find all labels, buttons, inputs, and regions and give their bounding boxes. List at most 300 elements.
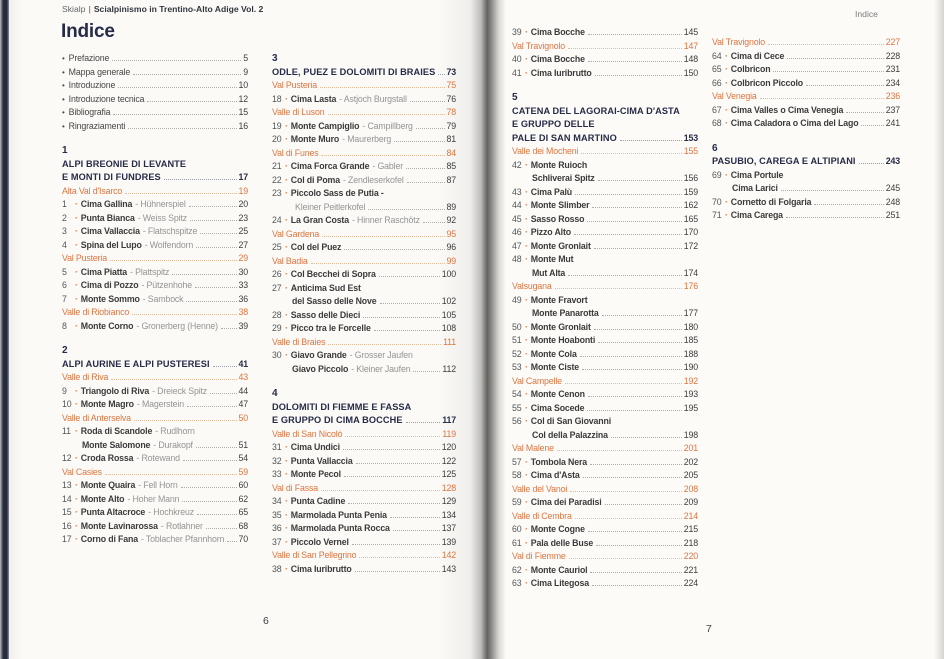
page-number: 43 — [238, 372, 248, 382]
route-bullet-icon: · — [525, 240, 528, 251]
route-number: 46 — [512, 227, 522, 237]
route-name: Punta Bianca — [80, 212, 135, 223]
valley-name: Val Pusteria — [62, 253, 107, 263]
route-name: Roda di Scandole — [80, 426, 153, 436]
route-row — [272, 282, 456, 296]
route-bullet-icon: · — [725, 104, 728, 115]
route-row — [62, 493, 248, 507]
route-bullet-icon: · — [75, 399, 78, 409]
route-bullet-icon: · — [285, 215, 288, 225]
route-name: Monte Sommo — [80, 293, 140, 304]
route-row — [512, 469, 698, 483]
valley-heading-row — [272, 106, 456, 120]
route-row — [272, 309, 456, 323]
valley-heading-row — [512, 550, 698, 564]
section-title-line — [512, 105, 698, 119]
page-number: 59 — [238, 466, 248, 477]
page-number: 176 — [683, 281, 698, 291]
route-name: Monte Corno — [80, 320, 134, 331]
route-number: 40 — [512, 54, 522, 64]
dot-leader — [575, 518, 682, 519]
route-bullet-icon: · — [75, 426, 78, 436]
route-row — [62, 266, 248, 280]
page-number: 30 — [238, 266, 248, 277]
route-bullet-icon: · — [725, 210, 728, 220]
route-row — [512, 240, 698, 254]
page-number: 159 — [683, 186, 698, 197]
dot-leader — [112, 60, 241, 61]
dot-leader — [187, 406, 237, 407]
page-number: 188 — [683, 348, 698, 359]
route-row — [62, 198, 248, 212]
route-bullet-icon: · — [75, 239, 78, 250]
page-number: 150 — [683, 67, 698, 78]
route-bullet-icon: · — [285, 509, 288, 520]
route-name: Col Becchei di Sopra — [290, 269, 376, 279]
route-number: 56 — [512, 416, 522, 426]
route-bullet-icon: · — [525, 470, 528, 480]
route-number: 66 — [712, 77, 722, 88]
dot-leader — [197, 514, 237, 515]
route-row — [512, 253, 698, 267]
dot-leader — [588, 396, 682, 397]
route-bullet-icon: · — [525, 456, 528, 467]
route-alt-name: - Zendleserkofel — [342, 174, 404, 185]
page-number: 172 — [683, 240, 698, 251]
dot-leader — [602, 315, 682, 316]
dot-leader — [322, 236, 444, 237]
route-number: 49 — [512, 294, 522, 305]
route-alt-name: - Fell Horn — [138, 480, 178, 490]
valley-heading-row — [272, 482, 456, 496]
route-name: Monte Lavinarossa — [80, 520, 158, 531]
dot-leader — [125, 193, 236, 194]
route-name: Giavo Grande — [290, 350, 347, 360]
route-name: Marmolada Punta Penia — [290, 509, 387, 520]
route-row — [512, 415, 698, 429]
page-number: 81 — [446, 134, 456, 144]
route-name: Triangolo di Riva — [80, 385, 150, 396]
route-number: 15 — [62, 507, 72, 517]
page-number: 76 — [446, 93, 456, 104]
page-number: 65 — [238, 507, 248, 517]
page-number: 243 — [885, 156, 900, 166]
page-number: 251 — [885, 210, 900, 220]
valley-name: Val Casies — [62, 466, 102, 477]
route-name: Monte Slimber — [530, 200, 590, 210]
dot-leader — [359, 557, 439, 558]
route-name: Monte Ruioch — [530, 159, 588, 170]
route-row — [272, 214, 456, 228]
route-row — [512, 429, 698, 443]
route-number: 63 — [512, 578, 522, 588]
route-bullet-icon: · — [285, 269, 288, 279]
route-name: Piccolo Vernel — [290, 536, 349, 547]
dot-leader — [583, 477, 682, 478]
route-number: 53 — [512, 362, 522, 372]
dot-leader — [352, 544, 440, 545]
dot-leader — [582, 369, 682, 370]
dot-leader — [768, 44, 884, 45]
route-row — [62, 320, 248, 334]
page-number: 111 — [443, 336, 456, 347]
route-row — [272, 363, 456, 377]
route-row — [272, 187, 456, 201]
dot-leader — [363, 317, 440, 318]
route-row — [272, 241, 456, 255]
route-alt-name: - Durakopf — [153, 439, 193, 450]
page-number: 193 — [683, 389, 698, 399]
route-name: Colbricon Piccolo — [730, 77, 804, 88]
route-number: 58 — [512, 470, 522, 480]
bullet-icon: • — [62, 108, 65, 117]
route-bullet-icon: · — [285, 93, 288, 104]
route-name: Punta Altacroce — [80, 507, 146, 517]
page-number: 23 — [238, 212, 248, 223]
route-bullet-icon: · — [725, 196, 728, 207]
route-row — [512, 67, 698, 81]
route-number: 33 — [272, 469, 282, 479]
route-row — [272, 322, 456, 336]
route-row — [272, 495, 456, 509]
route-row — [62, 212, 248, 226]
page-number: 62 — [238, 493, 248, 504]
dot-leader — [227, 541, 236, 542]
route-number: 70 — [712, 196, 722, 207]
route-bullet-icon: · — [525, 416, 528, 426]
intro-item-row — [62, 93, 248, 107]
section-title-line — [272, 414, 456, 428]
route-row — [62, 225, 248, 239]
valley-heading-row — [62, 371, 248, 385]
header-brand: Skialp — [62, 4, 86, 14]
route-number: 8 — [62, 320, 67, 331]
route-name: Cornetto di Folgaria — [730, 196, 812, 207]
page-number: 218 — [683, 537, 698, 548]
route-name: Col di San Giovanni — [530, 416, 612, 426]
route-name: Cima d'Asta — [530, 470, 580, 480]
valley-name: Valle di San Pellegrino — [272, 550, 357, 560]
valley-name: Val Badia — [272, 255, 308, 266]
page-number: 248 — [885, 196, 900, 207]
page-number: 105 — [441, 309, 456, 320]
page-number: 70 — [238, 534, 248, 544]
page-number: 36 — [238, 293, 248, 304]
route-row — [272, 93, 456, 107]
dot-leader — [393, 530, 440, 531]
valley-heading-row — [272, 228, 456, 242]
valley-heading-row — [272, 549, 456, 563]
route-row — [62, 533, 248, 547]
route-bullet-icon: · — [525, 537, 528, 548]
route-row — [512, 456, 698, 470]
valley-heading-row — [62, 252, 248, 266]
route-number: 57 — [512, 456, 522, 467]
section-number: 6 — [712, 142, 718, 154]
section-title-text: PASUBIO, CAREGA E ALTIPIANI — [712, 156, 856, 166]
route-number: 25 — [272, 242, 282, 252]
route-number: 67 — [712, 104, 722, 115]
route-alt-name: - Pützenhohe — [141, 280, 192, 290]
bullet-icon: • — [62, 94, 65, 104]
route-name: Punta Vallaccia — [290, 455, 353, 466]
dot-leader — [200, 233, 236, 234]
route-bullet-icon: · — [75, 199, 78, 209]
page-number: 202 — [683, 456, 698, 467]
dot-leader — [580, 356, 682, 357]
route-row — [712, 117, 900, 131]
page-number: 190 — [683, 362, 698, 372]
dot-leader — [407, 182, 445, 183]
route-row — [272, 133, 456, 147]
page-number: 96 — [446, 242, 456, 252]
page-number: 100 — [441, 269, 456, 279]
route-row — [272, 349, 456, 363]
route-row — [712, 196, 900, 210]
dot-leader — [587, 410, 681, 411]
route-row — [272, 468, 456, 482]
route-number: 29 — [272, 323, 282, 333]
page-number: 44 — [238, 385, 248, 396]
route-number: 3 — [62, 226, 67, 236]
route-bullet-icon: · — [525, 564, 528, 575]
route-bullet-icon: · — [525, 362, 528, 372]
route-bullet-icon: · — [75, 493, 78, 504]
dot-leader — [861, 125, 883, 126]
route-name: Schliverai Spitz — [532, 173, 595, 183]
route-bullet-icon: · — [285, 188, 288, 198]
page-number: 198 — [683, 429, 698, 440]
valley-heading-row — [512, 280, 698, 294]
route-name: Piccolo Sass de Putia - — [290, 188, 384, 198]
route-name: Cima Forca Grande — [290, 161, 370, 171]
section-title-text: ODLE, PUEZ E DOLOMITI DI BRAIES — [272, 66, 436, 77]
valley-heading-row — [62, 306, 248, 320]
route-name: Cima di Pozzo — [80, 280, 139, 290]
route-bullet-icon: · — [285, 563, 288, 574]
route-alt-name: - Hinner Raschötz — [351, 215, 420, 225]
page-number: 208 — [683, 483, 698, 494]
page-number: 205 — [683, 470, 698, 480]
route-bullet-icon: · — [285, 496, 288, 506]
valley-name: Val Travignolo — [512, 40, 565, 51]
route-row — [712, 63, 900, 77]
page-number: 137 — [441, 523, 456, 533]
dot-leader — [133, 74, 241, 75]
route-alt-name: - Hühnerspiel — [135, 199, 186, 209]
route-alt-name: - Hochkreuz — [148, 507, 194, 517]
valley-heading-row — [512, 145, 698, 159]
page-number: 87 — [446, 174, 456, 185]
route-row — [272, 441, 456, 455]
section-title-line — [512, 118, 698, 132]
page-number: 180 — [683, 321, 698, 332]
dot-leader — [406, 168, 445, 169]
valley-heading-row — [272, 428, 456, 442]
section-title-line — [272, 66, 456, 80]
route-row — [62, 293, 248, 307]
valley-name: Val Travignolo — [712, 37, 765, 47]
page-number: 227 — [885, 37, 900, 47]
page-number: 84 — [446, 147, 456, 158]
valley-heading-row — [712, 90, 900, 104]
route-name: Monte Quaira — [80, 480, 136, 490]
dot-leader — [588, 34, 682, 35]
page-number: 195 — [683, 402, 698, 413]
dot-leader — [594, 329, 682, 330]
dot-leader — [196, 247, 236, 248]
route-name: Monte Cola — [530, 348, 577, 359]
dot-leader — [594, 248, 682, 249]
route-row — [512, 523, 698, 537]
dot-leader — [611, 437, 682, 438]
running-header-left — [62, 4, 263, 14]
valley-name: Alta Val d'Isarco — [62, 185, 123, 196]
route-name: Cima Larici — [732, 183, 778, 193]
section-title-text: ALPI BREONIE DI LEVANTE — [62, 158, 187, 169]
route-number: 21 — [272, 161, 282, 171]
toc-col4 — [712, 36, 900, 223]
route-name: Cima Piatta — [80, 266, 128, 277]
route-bullet-icon: · — [75, 534, 78, 544]
section-title-line — [712, 155, 900, 169]
route-name: Mut Alta — [532, 267, 566, 278]
page-number: 142 — [441, 550, 456, 560]
dot-leader — [555, 288, 682, 289]
dot-leader — [390, 517, 440, 518]
route-name: Punta Cadine — [290, 496, 346, 506]
route-name: Cima Portule — [730, 169, 784, 180]
route-name: Sasso delle Dieci — [290, 309, 361, 320]
route-bullet-icon: · — [525, 497, 528, 507]
route-name: Picco tra le Forcelle — [290, 323, 371, 333]
route-row — [272, 201, 456, 215]
route-row — [712, 169, 900, 183]
route-bullet-icon: · — [525, 254, 528, 264]
dot-leader — [786, 217, 884, 218]
section-title-text: E MONTI DI FUNDRES — [62, 172, 161, 182]
dot-leader — [345, 436, 440, 437]
route-name: Cima Gallina — [80, 199, 133, 209]
page-number: 224 — [683, 578, 698, 588]
valley-heading-row — [272, 336, 456, 350]
route-number: 4 — [62, 239, 67, 250]
dot-leader — [374, 330, 440, 331]
route-name: Spina del Lupo — [80, 239, 142, 250]
valley-heading-row — [62, 185, 248, 199]
page-number: 16 — [238, 120, 248, 131]
route-bullet-icon: · — [725, 118, 728, 128]
route-bullet-icon: · — [285, 309, 288, 320]
route-row — [62, 398, 248, 412]
dot-leader — [186, 301, 236, 302]
book-cover-edge — [0, 0, 9, 659]
dot-leader — [565, 383, 682, 384]
route-number: 23 — [272, 188, 282, 198]
route-bullet-icon: · — [525, 186, 528, 197]
section-title-line — [272, 401, 456, 415]
page-number: 234 — [885, 77, 900, 88]
page-number: 128 — [441, 482, 456, 493]
route-bullet-icon: · — [725, 169, 728, 180]
dot-leader — [355, 571, 440, 572]
route-name: Monte Muro — [290, 134, 340, 144]
page-number: 38 — [238, 307, 248, 317]
page-number: 237 — [885, 104, 900, 115]
route-number: 51 — [512, 335, 522, 345]
dot-leader — [620, 140, 682, 141]
section-number: 2 — [62, 345, 68, 356]
route-name: Cima Valles o Cima Venegia — [730, 104, 844, 115]
route-alt-name: - Rotewand — [136, 453, 180, 463]
route-row — [62, 385, 248, 399]
route-name: Tombola Nera — [530, 456, 587, 467]
page-number: 170 — [683, 227, 698, 237]
header-divider-icon: | — [88, 4, 91, 14]
dot-leader — [588, 61, 682, 62]
dot-leader — [348, 503, 440, 504]
route-name: Cima di Cece — [730, 50, 785, 61]
page-number: 147 — [683, 40, 698, 51]
dot-leader — [581, 153, 682, 154]
page-number: 102 — [441, 296, 456, 306]
intro-item-row — [62, 79, 248, 93]
route-row — [272, 455, 456, 469]
dot-leader — [356, 463, 440, 464]
route-number: 6 — [62, 280, 67, 290]
section-title-text: E GRUPPO DI CIMA BOCCHE — [272, 415, 403, 425]
dot-leader — [598, 342, 682, 343]
route-row — [62, 439, 248, 453]
route-row — [512, 159, 698, 173]
route-row — [712, 104, 900, 118]
route-number: 31 — [272, 442, 282, 452]
route-name: Cima dei Paradisi — [530, 497, 602, 507]
page-number: 25 — [238, 226, 248, 236]
route-alt-name: - Gronerberg (Henne) — [136, 320, 218, 331]
valley-name: Val di Funes — [272, 147, 319, 158]
route-bullet-icon: · — [525, 159, 528, 170]
route-row — [512, 402, 698, 416]
page-number: 47 — [238, 399, 248, 409]
route-row — [62, 425, 248, 439]
route-row — [512, 348, 698, 362]
dot-leader — [190, 220, 237, 221]
section-title-text: DOLOMITI DI FIEMME E FASSA — [272, 401, 412, 412]
page-number: 155 — [683, 146, 698, 156]
valley-name: Val di Fassa — [272, 482, 318, 493]
dot-leader — [596, 545, 682, 546]
route-bullet-icon: · — [525, 389, 528, 399]
route-name: Monte Gronlait — [530, 240, 591, 251]
route-name: Cima Socede — [530, 402, 585, 413]
page-number: 236 — [885, 91, 900, 101]
valley-heading-row — [712, 36, 900, 50]
valley-heading-row — [62, 412, 248, 426]
route-number: 10 — [62, 399, 72, 409]
valley-heading-row — [62, 466, 248, 480]
route-bullet-icon: · — [285, 134, 288, 144]
page-number: 29 — [238, 253, 248, 263]
route-name: Monte Hoabonti — [530, 335, 596, 345]
route-row — [272, 536, 456, 550]
route-bullet-icon: · — [285, 323, 288, 333]
route-row — [62, 279, 248, 293]
valley-name: Valle di Anterselva — [62, 412, 131, 423]
intro-item-row — [62, 106, 248, 120]
dot-leader — [587, 221, 681, 222]
route-number: 27 — [272, 282, 282, 293]
